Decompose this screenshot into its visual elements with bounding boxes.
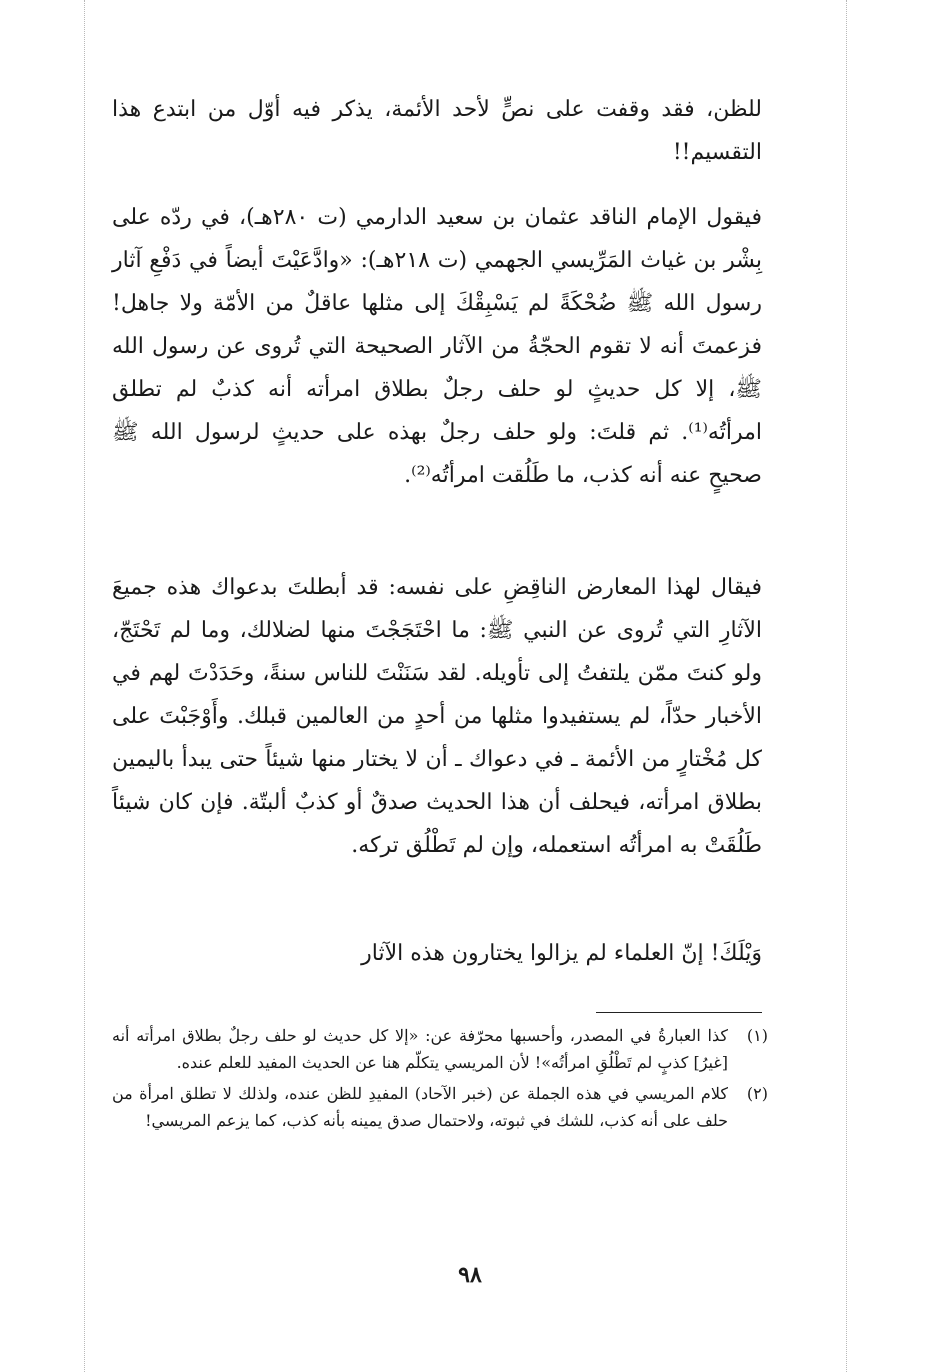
page-number: ٩٨ [458,1262,482,1288]
body-paragraph-2 [112,196,762,497]
footnote-2 [112,1080,768,1134]
paragraph-text: فيقول الإمام الناقد عثمان بن سعيد الدارمي (ت ٢٨٠هـ)، في ردّه على بِشْر بن غياث المَرِّيسي الجهمي (ت ٢١٨هـ): «وادَّعَيْتَ أيضاً في دَفْعِ آثار رسول الله ﷺ ضُحْكَةً لم يَسْبِقْكَ إلى مثلها عاقلٌ من الأمّة ولا جاهل! فزعمتَ أنه لا تقوم الحجّةُ من الآثار الصحيحة التي تُروى عن رسول الله ﷺ، إلا كل حديثٍ لو حلف رجلٌ بطلاق امرأته أنه كذبٌ لم تطلق امرأتُه⁽¹⁾. ثم قلتَ: ولو حلف رجلٌ بهذه على حديثٍ لرسول الله ﷺ صحيحٍ عنه أنه كذب، ما طَلُقت امرأتُه⁽²⁾. [112,205,763,488]
body-paragraph-1 [112,88,762,174]
footnote-text: كذا العبارةُ في المصدر، وأحسبها محرّفة عن: «إلا كل حديث لو حلف رجلٌ بطلاق امرأته أنه [غيرُ] كذبٍ لم تَطْلُقِ امرأتُه»! لأن المريسي يتكلّم هنا عن الحديث المفيد للعلم عنده. [112,1026,728,1072]
footnotes [112,1022,768,1138]
footnote-text: كلام المريسي في هذه الجملة عن (خبر الآحاد) المفيدِ للظن عنده، ولذلك لا تطلق امرأة من حلف على أنه كذب، للشك في ثبوته، ولاحتمال صدق يمينه بأنه كذب، كما يزعم المريسي! [112,1084,729,1130]
footnote-divider [596,1012,762,1013]
paragraph-text: فيقال لهذا المعارض الناقِضِ على نفسه: قد أبطلتَ بدعواك هذه جميعَ الآثارِ التي تُروى عن النبي ﷺ: ما احْتَجَجْتَ منها لضلالك، وما لم تَحْتَجّ، ولو كنتَ ممّن يلتفتُ إلى تأويله. لقد سَنَنْتَ للناس سنةً، وحَدَدْتَ لهم في الأخبار حدّاً، لم يستفيدوا مثلها من أحدٍ من العالمين قبلك. وأَوْجَبْتَ على كل مُخْتارٍ من الأئمة ـ في دعواك ـ أن لا يختار منها شيئاً حتى يبدأ باليمين بطلاق امرأته، فيحلف أن هذا الحديث صدقٌ أو كذبٌ ألبتّة. فإن كان شيئاً طَلُقَتْ به امرأتُه استعمله، وإن لم تَطْلُق تركه. [112,575,762,858]
left-crop-guide [84,0,85,1372]
footnote-number: (١) [746,1026,768,1045]
paragraph-text: وَيْلَكَ! إنّ العلماء لم يزالوا يختارون هذه الآثار [361,941,762,966]
right-crop-guide [846,0,847,1372]
footnote-1 [112,1022,768,1076]
body-paragraph-3 [112,566,762,867]
paragraph-text: للظن، فقد وقفت على نصٍّ لأحد الأئمة، يذكر فيه أوّل من ابتدع هذا التقسيم!! [112,97,762,165]
footnote-number: (٢) [746,1084,768,1103]
body-paragraph-4 [112,932,762,975]
